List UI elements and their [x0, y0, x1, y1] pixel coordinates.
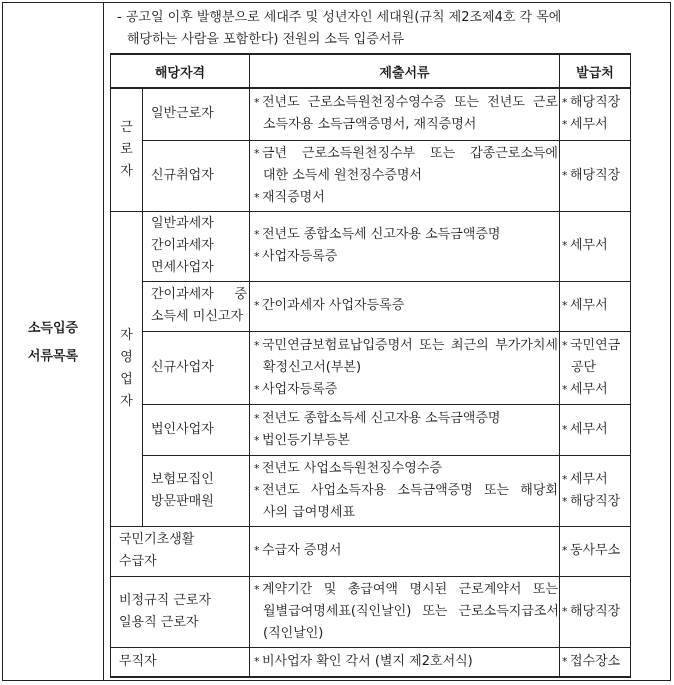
issuer-line: 해당직장 — [570, 493, 621, 509]
issuer-line: 접수장소 — [570, 653, 621, 669]
issuer-line: 해당직장 — [570, 167, 621, 183]
qualification-cell — [143, 281, 250, 331]
section-label — [3, 315, 103, 371]
document-line: 국민연금보험료납입증명서 또는 최근의 부가가치세 — [262, 337, 558, 353]
table-row — [111, 455, 631, 526]
documents-cell: * 금년 근로소득원천징수부 또는 갑종근로소득에 대한 소득세 원천징수증명서 * 재직증명서 — [250, 140, 560, 211]
qualification-line: 비정규직 근로자 — [119, 592, 212, 608]
document-line: 전년도 사업소득원천징수영수증 — [262, 460, 442, 476]
qualification-cell — [111, 576, 250, 647]
documents-cell: * 계약기간 및 총급여액 명시된 근로계약서 또는 월별급여명세표(직인날인) 또는 근로소득지급조서 (직인날인) — [250, 576, 560, 647]
document-line: 월별급여명세표(직인날인) 또는 근로소득지급조서 — [263, 603, 559, 619]
intro-text — [117, 7, 657, 51]
issuer-cell: * 해당직장 — [560, 576, 631, 647]
documents-cell: * 전년도 종합소득세 신고자용 소득금액증명 * 사업자등록증 — [250, 211, 560, 281]
qualification-line: 소득세 미신고자 — [151, 309, 244, 324]
issuer-cell: * 세무서 — [560, 211, 631, 281]
documents-cell: * 전년도 근로소득원천징수영수증 또는 전년도 근로 소득자용 소득금액증명서, 재직증명서 — [250, 88, 560, 140]
qualification-line: 간이과세자 — [151, 238, 214, 253]
document-line: 전년도 근로소득원천징수영수증 또는 전년도 근로 — [262, 95, 558, 111]
table-row — [111, 526, 631, 576]
document-line: 사업자등록증 — [262, 381, 338, 397]
documents-cell: * 수급자 증명서 — [250, 526, 560, 576]
issuer-line: 세무서 — [570, 471, 608, 487]
issuer-cell: * 접수장소 — [560, 647, 631, 677]
qualification-line: 보험모집인 — [151, 471, 214, 487]
document-line: 전년도 종합소득세 신고자용 소득금액증명 — [262, 227, 501, 242]
issuer-line: 세무서 — [570, 117, 608, 133]
document-line: 비사업자 확인 각서 (별지 제2호서식) — [262, 653, 473, 669]
issuer-line: 동사무소 — [570, 543, 621, 558]
document-line: 금년 근로소득원천징수부 또는 갑종근로소득에 — [262, 145, 558, 161]
table-row — [111, 404, 631, 455]
intro-line: - 공고일 이후 발행분으로 세대주 및 성년자인 세대원(규칙 제2조제4호 각 목에 — [117, 10, 562, 25]
issuer-line: 국민연금 — [570, 337, 621, 353]
qualification-line: 간이과세자 중 — [151, 287, 247, 302]
issuer-cell: * 세무서 — [560, 404, 631, 455]
documents-cell: * 비사업자 확인 각서 (별지 제2호서식) — [250, 647, 560, 677]
table-row — [111, 88, 631, 140]
qualification-line: 일반과세자 — [151, 216, 214, 231]
document-line: 소득자용 소득금액증명서, 재직증명서 — [263, 117, 477, 133]
documents-cell: * 간이과세자 사업자등록증 — [250, 281, 560, 331]
qualification-cell: 신규사업자 — [143, 331, 250, 404]
documents-cell: * 국민연금보험료납입증명서 또는 최근의 부가가치세 확정신고서(부본) * 사업자등록증 — [250, 331, 560, 404]
document-line: 대한 소득세 원천징수증명서 — [263, 167, 422, 183]
issuer-line: 세무서 — [570, 298, 608, 313]
qualification-cell — [111, 526, 250, 576]
header-issuer: 발급처 — [560, 54, 631, 88]
document-line: 사의 급여명세표 — [263, 504, 356, 520]
issuer-line: 세무서 — [570, 381, 608, 397]
issuer-cell: * 세무서 — [560, 281, 631, 331]
document-line: 법인등기부등본 — [262, 432, 350, 448]
documents-table — [110, 53, 631, 678]
issuer-cell: * 해당직장 — [560, 140, 631, 211]
issuer-line: 세무서 — [570, 421, 608, 437]
issuer-line: 해당직장 — [570, 603, 621, 619]
qualification-cell: 일반근로자 — [143, 88, 250, 140]
table-row — [111, 281, 631, 331]
qualification-cell — [143, 455, 250, 526]
document-line: 수급자 증명서 — [262, 543, 342, 558]
section-label-line: 소득입증 — [27, 321, 79, 336]
qualification-line: 일용직 근로자 — [119, 614, 199, 630]
intro-line: 해당하는 사람을 포함한다) 전원의 소득 입증서류 — [127, 32, 404, 47]
qualification-line: 국민기초생활 — [119, 532, 195, 547]
table-row — [111, 331, 631, 404]
document-line: 확정신고서(부본) — [263, 359, 362, 375]
issuer-line: 세무서 — [570, 238, 608, 253]
document-line: 재직증명서 — [262, 189, 325, 205]
issuer-cell: * 해당직장 * 세무서 — [560, 88, 631, 140]
document-line: 계약기간 및 총급여액 명시된 근로계약서 또는 — [262, 581, 558, 597]
group-selfemployed — [111, 211, 143, 526]
qualification-line: 수급자 — [119, 554, 157, 569]
table-row — [111, 140, 631, 211]
qualification-cell: 무직자 — [111, 647, 250, 677]
documents-cell: * 전년도 사업소득원천징수영수증 * 전년도 사업소득자용 소득금액증명 또는 해당회 사의 급여명세표 — [250, 455, 560, 526]
qualification-cell — [143, 211, 250, 281]
qualification-cell: 법인사업자 — [143, 404, 250, 455]
label-column-divider — [103, 3, 104, 680]
header-qualification: 해당자격 — [111, 54, 250, 88]
table-row — [111, 647, 631, 677]
document-line: 사업자등록증 — [262, 249, 338, 264]
document-line: 전년도 사업소득자용 소득금액증명 또는 해당회 — [262, 482, 558, 498]
qualification-line: 면세사업자 — [151, 260, 214, 275]
document-line: 전년도 종합소득세 신고자용 소득금액증명 — [262, 410, 501, 426]
group-label: 근로자 — [120, 119, 133, 179]
group-employee — [111, 88, 143, 211]
qualification-cell: 신규취업자 — [143, 140, 250, 211]
table-row — [111, 211, 631, 281]
header-documents: 제출서류 — [250, 54, 560, 88]
issuer-cell: * 세무서 * 해당직장 — [560, 455, 631, 526]
table-header-row — [111, 54, 631, 88]
issuer-line: 해당직장 — [570, 95, 621, 111]
group-label: 자영업자 — [120, 327, 133, 409]
document-line: 간이과세자 사업자등록증 — [262, 298, 405, 313]
section-label-line: 서류목록 — [27, 349, 79, 364]
qualification-line: 방문판매원 — [151, 493, 214, 509]
document-line: (직인날인) — [263, 625, 324, 641]
table-row — [111, 576, 631, 647]
documents-cell: * 전년도 종합소득세 신고자용 소득금액증명 * 법인등기부등본 — [250, 404, 560, 455]
issuer-cell: * 국민연금 공단 * 세무서 — [560, 331, 631, 404]
issuer-cell: * 동사무소 — [560, 526, 631, 576]
issuer-line: 공단 — [571, 359, 597, 375]
